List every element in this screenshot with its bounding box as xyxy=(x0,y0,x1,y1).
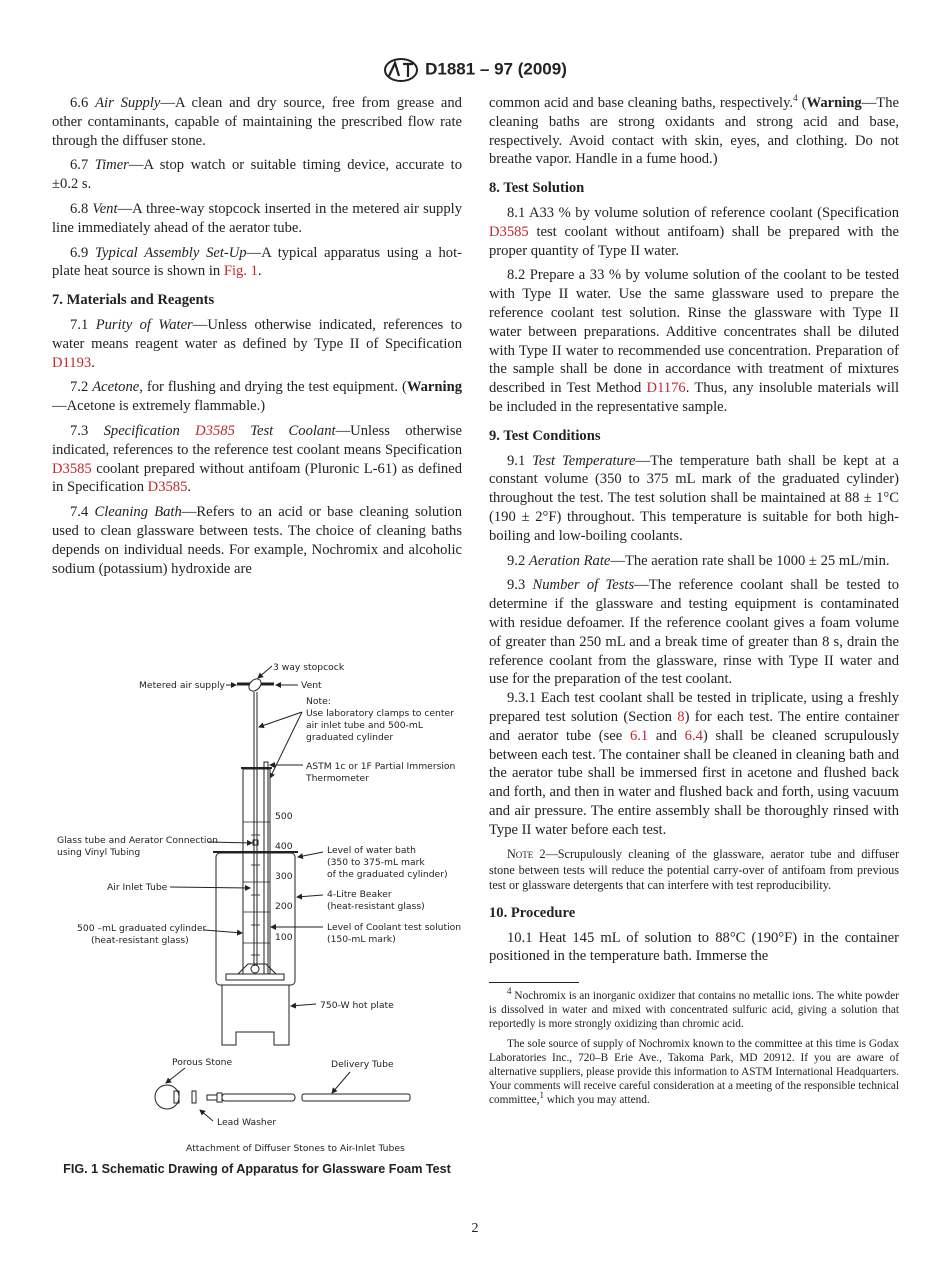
note-2: Note 2—Scrupulously cleaning of the glassware, aerator tube and diffuser stone between tests will reduce the potential carry-over of antifoam from previous test or glassware detergents that can interfere with test reproducibility. xyxy=(489,847,900,893)
svg-text:Porous Stone: Porous Stone xyxy=(172,1057,233,1068)
svg-text:400: 400 xyxy=(275,841,293,852)
section-9-heading: 9. Test Conditions xyxy=(489,427,601,444)
lead-washer-icon xyxy=(192,1091,196,1103)
stopcock xyxy=(247,677,264,694)
para-7-4-cont: common acid and base cleaning baths, respectively.$^4$ (Warning—The cleaning baths are strong oxidants and strong acid and base, respectively. Avoid contact with skin, eyes, and clothing. Do not breathe vapor. Handle in a fume hood.) xyxy=(489,93,899,168)
section-6-4-link[interactable]: 6.4 xyxy=(684,727,703,744)
svg-text:Metered air supply: Metered air supply xyxy=(139,680,225,691)
figure-caption: FIG. 1 Schematic Drawing of Apparatus for Glassware Foam Test xyxy=(63,1162,451,1176)
d1193-link[interactable]: D1193 xyxy=(52,354,92,371)
svg-text:200: 200 xyxy=(275,901,293,912)
right-column xyxy=(489,94,899,1113)
svg-text:750-W hot plate: 750-W hot plate xyxy=(320,1000,394,1011)
delivery-tube xyxy=(302,1094,410,1101)
svg-text:(150-mL mark): (150-mL mark) xyxy=(327,934,396,945)
svg-text:Use laboratory clamps to cente: Use laboratory clamps to center xyxy=(306,708,454,719)
left-column xyxy=(52,94,462,584)
svg-text:500: 500 xyxy=(275,811,293,822)
porous-stone-icon xyxy=(155,1085,179,1109)
para-8-1: 8.1 A33 % by volume solution of reference coolant (Specification D3585 test coolant without antifoam) shall be prepared with the proper quantity of Type II water. xyxy=(489,204,899,259)
page-number: 2 xyxy=(471,1221,479,1236)
page-header xyxy=(0,58,950,82)
para-6-8: 6.8 Vent—A three-way stopcock inserted in the metered air supply line immediately ahead of the aerator tube. xyxy=(52,200,462,236)
para-6-7: 6.7 Timer—A stop watch or suitable timing device, accurate to ±0.2 s. xyxy=(52,157,462,193)
svg-text:of the graduated cylinder): of the graduated cylinder) xyxy=(327,869,448,880)
figure-labels xyxy=(57,662,461,1154)
footnote-rule xyxy=(489,982,579,983)
section-10-heading: 10. Procedure xyxy=(489,904,576,921)
svg-text:using Vinyl Tubing: using Vinyl Tubing xyxy=(57,847,141,858)
svg-text:500 –mL graduated cylinder: 500 –mL graduated cylinder xyxy=(77,923,207,934)
para-10-1: 10.1 Heat 145 mL of solution to 88°C (190°F) in the container positioned in the temperature bath. Immerse the xyxy=(489,929,899,965)
footnote-4: $^4$ Nochromix is an inorganic oxidizer that contains no metallic ions. The white powder is dissolved in water and mixed with concentrated sulfuric acid, giving a solution that reportedly is more strongly oxidizing than chromic acid. xyxy=(489,986,899,1031)
section-8-link[interactable]: 8 xyxy=(677,708,685,725)
fig1-link[interactable]: Fig. 1 xyxy=(223,263,258,280)
svg-text:Lead Washer: Lead Washer xyxy=(217,1117,277,1128)
svg-text:air inlet tube and 500-mL: air inlet tube and 500-mL xyxy=(306,720,423,731)
svg-text:Glass tube and Aerator Connect: Glass tube and Aerator Connection xyxy=(57,835,218,846)
para-7-1: 7.1 Purity of Water—Unless otherwise indicated, references to water means reagent water as defined by Type II of Specification D1193. xyxy=(52,316,462,371)
svg-text:Vent: Vent xyxy=(301,680,322,691)
para-9-3: 9.3 Number of Tests—The reference coolant shall be tested to determine if the glassware and testing equipment is contaminated with residue defoamer. If the reference coolant gives a foam volume of greater than 250 mL and a break time of greater than 8 s, drain the reference coolant from the glassware, rinse with Type II water and use for the preparation of the test coolant. xyxy=(489,577,899,688)
section-8-heading: 8. Test Solution xyxy=(489,180,585,197)
svg-text:Note:: Note: xyxy=(306,696,331,707)
svg-text:Delivery Tube: Delivery Tube xyxy=(331,1059,394,1070)
d3585-link[interactable]: D3585 xyxy=(52,460,92,477)
para-9-3-1: 9.3.1 Each test coolant shall be tested in triplicate, using a freshly prepared test solution (Section 8) for each test. The entire container and aerator tube (see 6.1 and 6.4) shall be cleaned scrupulously between each test. The container shall be cleaned in cleaning bath and the aerator tube shall be immersed first in acetone and flushed back and forth, and then in water and flushed back and forth, using vacuum and air pressure. The entire assembly shall be thoroughly rinsed with Type II water before each test. xyxy=(489,690,899,838)
para-6-6: 6.6 Air Supply—A clean and dry source, free from grease and other contaminants, capable of maintaining the prescribed flow rate through the diffuser stone. xyxy=(52,95,462,149)
para-7-2: 7.2 Acetone, for flushing and drying the test equipment. (Warning—Acetone is extremely flammable.) xyxy=(52,379,462,415)
para-6-9: 6.9 Typical Assembly Set-Up—A typical apparatus using a hot-plate heat source is shown in Fig. 1. xyxy=(52,244,462,280)
para-8-2: 8.2 Prepare a 33 % by volume solution of the coolant to be tested with Type II water. Use the same glassware used to prepare the reference coolant test solution. Rinse the glassware with Type II water between preparations. Additive concentrates shall be diluted with Type II water to recommended use concentration. Preparation of the sample shall be done in accordance with treatment of mixtures described in Test Method D1176. Thus, any insoluble materials will be included in the representative sample. xyxy=(489,267,900,415)
svg-text:(heat-resistant glass): (heat-resistant glass) xyxy=(91,935,189,946)
svg-text:Thermometer: Thermometer xyxy=(306,773,369,784)
astm-logo-icon xyxy=(383,58,419,82)
para-7-3: 7.3 Specification D3585 Test Coolant—Unless otherwise indicated, references to the reference test coolant means Specification D3585 coolant prepared without antifoam (Pluronic L-61) as defined in Specification D3585. xyxy=(52,422,462,496)
d1176-link[interactable]: D1176 xyxy=(646,380,686,397)
svg-text:Air Inlet Tube: Air Inlet Tube xyxy=(107,882,168,893)
svg-text:3 way stopcock: 3 way stopcock xyxy=(273,662,345,673)
section-7-heading: 7. Materials and Reagents xyxy=(52,292,215,309)
svg-text:300: 300 xyxy=(275,871,293,882)
designation: D1881 – 97 (2009) xyxy=(425,59,567,79)
svg-text:graduated cylinder: graduated cylinder xyxy=(306,732,394,743)
d3585-link[interactable]: D3585 xyxy=(147,479,188,496)
para-9-1: 9.1 Test Temperature—The temperature bath shall be kept at a constant volume (350 to 375 mL mark of the graduated cylinder) throughout the test. The test solution shall be maintained at 88 ± 1°C (190 ± 2°F) throughout. This temperature is suitable for both high-boiling and low-boiling coolants. xyxy=(489,452,899,544)
d3585-link[interactable]: D3585 xyxy=(195,422,235,439)
svg-text:ASTM 1c or 1F Partial Immersio: ASTM 1c or 1F Partial Immersion xyxy=(306,761,456,772)
svg-text:Level of Coolant test solution: Level of Coolant test solution xyxy=(327,922,462,933)
para-7-4: 7.4 Cleaning Bath—Refers to an acid or base cleaning solution used to clean glassware between tests. The choice of cleaning baths depends on individual needs. For example, Nochromix and alcoholic sodium (potassium) hydroxide are xyxy=(52,504,462,577)
apparatus-figure xyxy=(50,650,470,1160)
para-9-2: 9.2 Aeration Rate—The aeration rate shall be 1000 ± 25 mL/min. xyxy=(507,552,890,569)
svg-text:(350 to 375-mL mark: (350 to 375-mL mark xyxy=(327,857,425,868)
hot-plate xyxy=(222,985,289,1045)
footnote-4-supplier: The sole source of supply of Nochromix known to the committee at this time is Godax Laboratories Inc., 720–B Erie Ave., Takoma Park, MD 20912. If you are aware of alternative suppliers, please provide this information to ASTM International Headquarters. Your comments will receive careful consideration at a meeting of the responsible technical committee,$^1$ which you may attend. xyxy=(489,1038,899,1107)
svg-text:(heat-resistant glass): (heat-resistant glass) xyxy=(327,901,425,912)
section-6-1-link[interactable]: 6.1 xyxy=(629,727,649,744)
svg-text:Attachment of Diffuser Stones: Attachment of Diffuser Stones to Air-Inlet Tubes xyxy=(186,1143,405,1154)
svg-text:Level of water bath: Level of water bath xyxy=(327,845,416,856)
svg-text:4-Litre Beaker: 4-Litre Beaker xyxy=(327,889,392,900)
d3585-link[interactable]: D3585 xyxy=(489,223,529,240)
svg-text:100: 100 xyxy=(275,932,293,943)
